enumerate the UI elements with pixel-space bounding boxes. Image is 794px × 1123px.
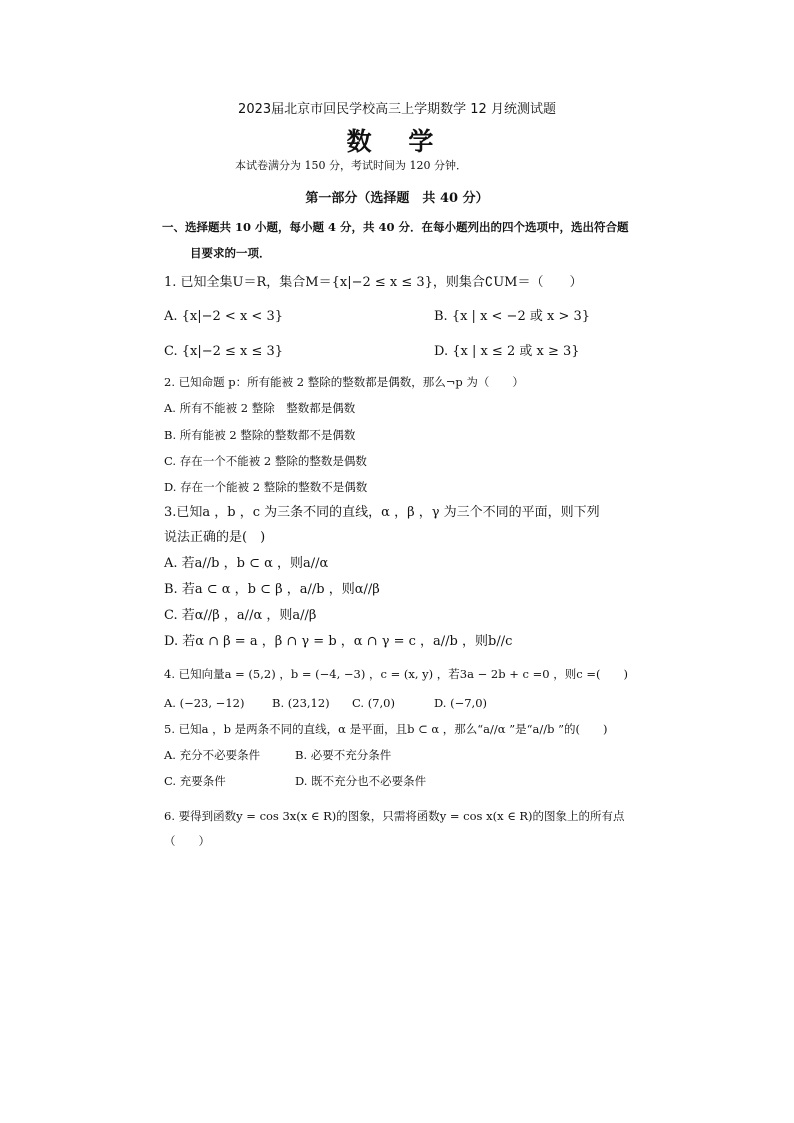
question-1-option-c: C. {x|−2 ≤ x ≤ 3}	[164, 344, 284, 359]
question-4-stem: 4. 已知向量a = (5,2) ，b = (−4, −3) ，c = (x, y) ，若3a − 2b + c =0 ，则c =( )	[164, 667, 628, 681]
question-3-option-b: B. 若a ⊂ α ，b ⊂ β ，a//b ，则α//β	[164, 582, 380, 597]
exam-note: 本试卷满分为 150 分，考试时间为 120 分钟．	[235, 159, 467, 172]
question-5-option-d: D. 既不充分也不必要条件	[295, 774, 427, 788]
question-1-option-d: D. {x | x ≤ 2 或 x ≥ 3}	[434, 344, 580, 359]
question-4-option-d: D. (−7,0)	[434, 696, 488, 710]
question-1-stem: 1. 已知全集U＝R，集合M＝{x|−2 ≤ x ≤ 3}，则集合∁UM＝（ ）	[164, 275, 583, 290]
question-3-option-c: C. 若α//β ，a//α ，则a//β	[164, 608, 317, 623]
question-6-stem-cont: （ ）	[164, 834, 210, 848]
part-one-heading: 第一部分（选择题 共 40 分）	[305, 191, 489, 206]
question-2-stem: 2. 已知命题 p：所有能被 2 整除的整数都是偶数，那么¬p 为（ ）	[164, 375, 524, 389]
question-1-option-a: A. {x|−2 < x < 3}	[164, 309, 283, 324]
question-5-stem: 5. 已知a ，b 是两条不同的直线，α 是平面，且b ⊂ α ，那么“a//α ”是“a//b ”的( )	[164, 722, 608, 736]
question-2-option-a: A. 所有不能被 2 整除 整数都是偶数	[164, 401, 356, 415]
question-3-stem-cont: 说法正确的是( )	[164, 530, 266, 545]
question-5-option-b: B. 必要不充分条件	[295, 748, 392, 762]
subject-heading: 数 学	[346, 127, 448, 156]
question-3-stem: 3.已知a ，b ，c 为三条不同的直线，α ，β ，γ 为三个不同的平面，则下列	[164, 505, 600, 520]
question-3-option-a: A. 若a//b ，b ⊂ α ，则a//α	[164, 556, 329, 571]
question-5-option-c: C. 充要条件	[164, 774, 226, 788]
question-4-option-a: A. (−23, −12)	[164, 696, 245, 710]
question-2-option-c: C. 存在一个不能被 2 整除的整数是偶数	[164, 454, 367, 468]
question-1-option-b: B. {x | x < −2 或 x > 3}	[434, 309, 591, 324]
section-instruction: 一、选择题共 10 小题，每小题 4 分，共 40 分．在每小题列出的四个选项中，选出符合题	[162, 220, 629, 234]
question-5-option-a: A. 充分不必要条件	[164, 748, 261, 762]
question-2-option-d: D. 存在一个能被 2 整除的整数不是偶数	[164, 480, 368, 494]
exam-title: 2023届北京市回民学校高三上学期数学 12 月统测试题	[238, 102, 556, 117]
question-4-option-b: B. (23,12)	[272, 696, 330, 710]
question-3-option-d: D. 若α ∩ β = a ，β ∩ γ = b ，α ∩ γ = c ，a//b ，则b//c	[164, 634, 513, 649]
question-6-stem: 6. 要得到函数y = cos 3x(x ∈ R)的图象，只需将函数y = cos x(x ∈ R)的图象上的所有点	[164, 809, 625, 823]
question-2-option-b: B. 所有能被 2 整除的整数都不是偶数	[164, 428, 356, 442]
question-4-option-c: C. (7,0)	[352, 696, 395, 710]
section-instruction-cont: 目要求的一项．	[190, 246, 271, 260]
